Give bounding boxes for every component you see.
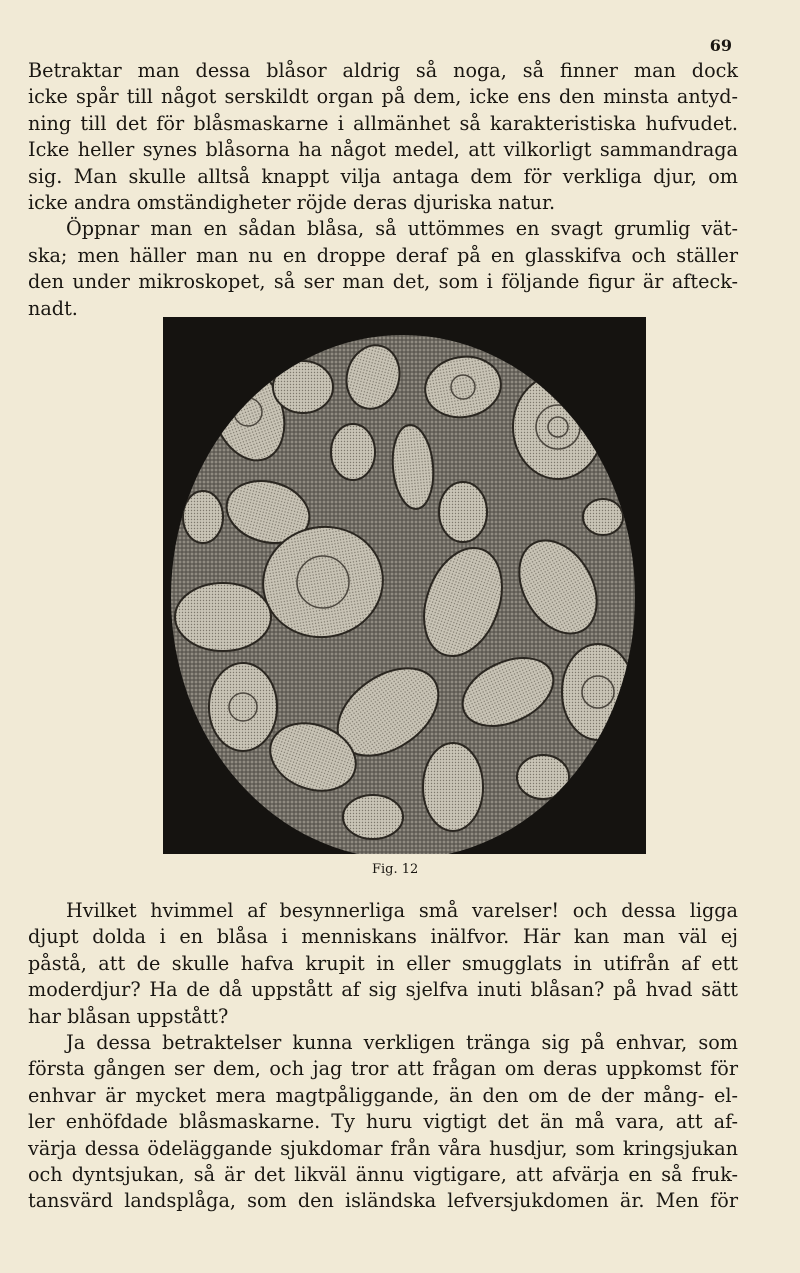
text-line: Betraktar man dessa blåsor aldrig så noga, så finner man dock	[28, 59, 738, 82]
text-line: första gången ser dem, och jag tror att frågan om deras uppkomst för	[28, 1057, 738, 1081]
text-paragraphs-top	[28, 58, 738, 322]
text-line: moderdjur? Ha de då uppstått af sig sjelfva inuti blåsan? på hvad sätt	[28, 978, 738, 1002]
text-line: icke andra omständigheter röjde deras djuriska natur.	[28, 191, 556, 215]
text-line: och dyntsjukan, så är det likväl ännu vigtigare, att afvärja en så fruk-	[28, 1163, 738, 1187]
text-line: Hvilket hvimmel af besynnerliga små varelser! och dessa ligga	[66, 899, 738, 922]
text-line: Öppnar man en sådan blåsa, så uttömmes en svagt grumlig vät-	[66, 217, 738, 241]
text-line: nadt.	[28, 296, 78, 320]
text-line: Icke heller synes blåsorna ha något medel, att vilkorligt sammandraga	[28, 138, 738, 162]
microscope-view-engraving-icon	[163, 317, 646, 854]
figure-caption: Fig. 12	[372, 862, 419, 877]
text-line: ska; men häller man nu en droppe deraf på en glasskifva och ställer	[28, 243, 738, 267]
text-line: tansvärd landsplåga, som den isländska lefversjukdomen är. Men för	[28, 1189, 738, 1213]
text-line: icke spår till något serskildt organ på dem, icke ens den minsta antyd-	[28, 85, 738, 109]
text-line: har blåsan uppstått?	[28, 1004, 229, 1028]
text-line: enhvar är mycket mera magtpåliggande, än den om de der mång- el-	[28, 1083, 738, 1107]
text-line: ler enhöfdade blåsmaskarne. Ty huru vigtigt det än må vara, att af-	[28, 1110, 738, 1134]
text-line: ning till det för blåsmaskarne i allmänhet så karakteristiska hufvudet.	[28, 111, 738, 135]
page-number: 69	[709, 36, 732, 55]
text-line: Ja dessa betraktelser kunna verkligen tränga sig på enhvar, som	[66, 1031, 738, 1055]
figure-microscope-view	[163, 317, 646, 854]
text-line: den under mikroskopet, så ser man det, som i följande figur är afteck-	[28, 270, 738, 294]
text-line: sig. Man skulle alltså knappt vilja antaga dem för verkliga djur, om	[28, 164, 738, 188]
text-line: djupt dolda i en blåsa i menniskans inälfvor. Här kan man väl ej	[28, 925, 738, 949]
text-line: påstå, att de skulle hafva krupit in eller smugglats in utifrån af ett	[28, 951, 738, 975]
text-line: värja dessa ödeläggande sjukdomar från våra husdjur, som kringsjukan	[28, 1136, 738, 1160]
text-paragraphs-bottom	[28, 898, 738, 1215]
